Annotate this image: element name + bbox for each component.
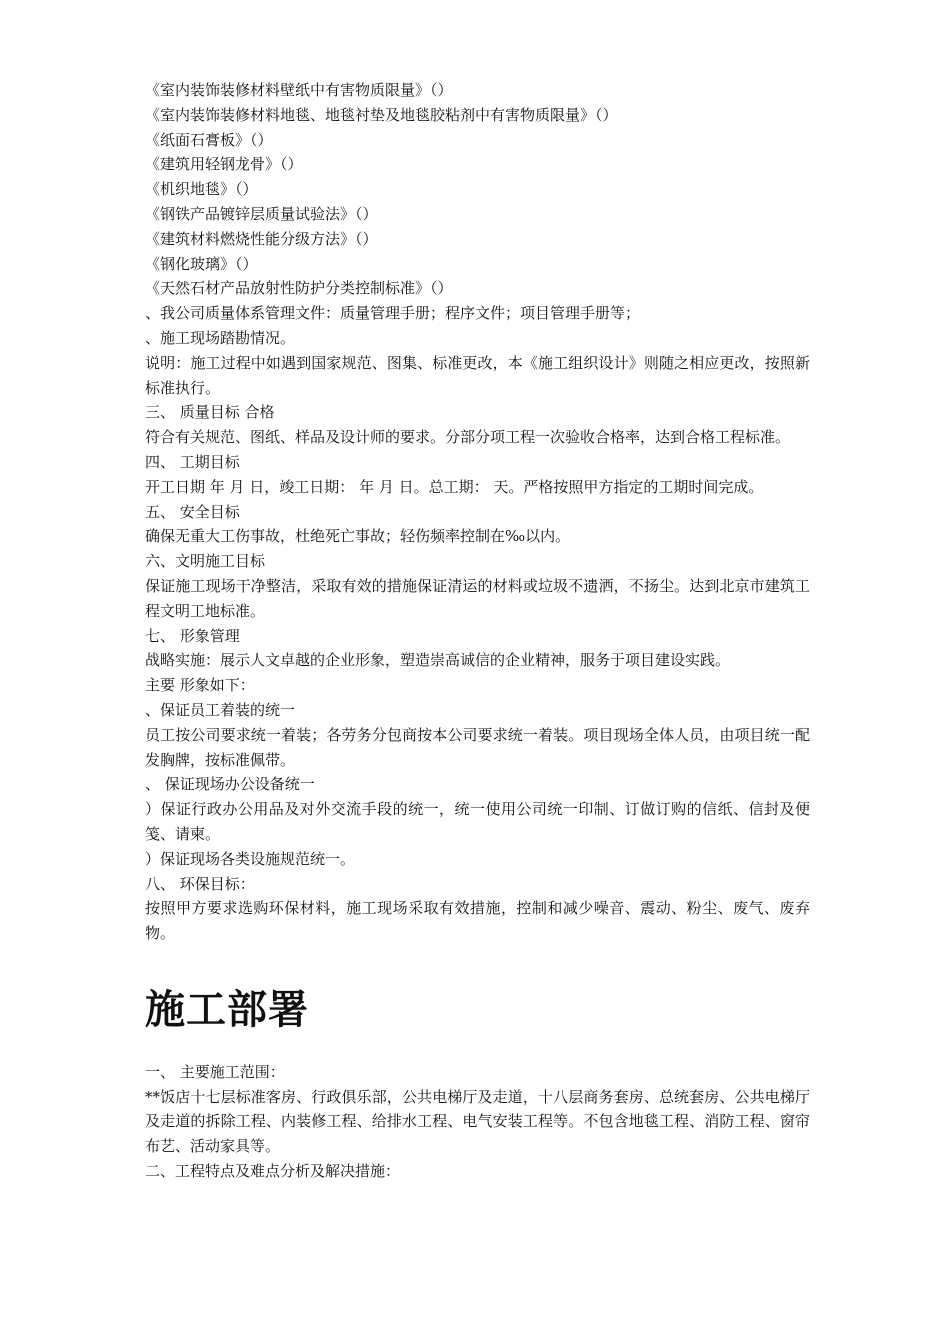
environment-goal-body: 按照甲方要求选购环保材料，施工现场采取有效措施，控制和减少噪音、震动、粉尘、废气、废弃物。	[145, 899, 810, 943]
safety-goal-heading: 五、 安全目标	[145, 502, 240, 521]
main-image-line: 主要 形象如下：	[145, 676, 255, 695]
standard-combustion-grading: 《建筑材料燃烧性能分级方法》（）	[145, 229, 378, 248]
strategy-line: 战略实施：展示人文卓越的企业形象，塑造崇高诚信的企业精神，服务于项目建设实践。	[145, 651, 731, 670]
standard-carpet-harmful: 《室内装饰装修材料地毯、地毯衬垫及地毯胶粘剂中有害物质限量》（）	[145, 105, 618, 124]
site-survey: 、施工现场踏勘情况。	[145, 328, 296, 347]
standard-gypsum-board: 《纸面石膏板》（）	[145, 130, 273, 149]
standard-tempered-glass: 《钢化玻璃》（）	[145, 254, 258, 273]
civil-construction-heading: 六、文明施工目标	[145, 552, 266, 571]
document-page	[145, 78, 810, 1184]
section-title: 施工部署	[145, 985, 309, 1033]
schedule-goal-body: 开工日期 年 月 日，竣工日期： 年 月 日。总工期： 天。严格按照甲方指定的工期时间完成。	[145, 477, 764, 496]
standard-wallpaper: 《室内装饰装修材料壁纸中有害物质限量》（）	[145, 81, 453, 99]
note-paragraph: 说明：施工过程中如遇到国家规范、图集、标准更改，本《施工组织设计》则随之相应更改，按照新标准执行。	[145, 353, 810, 397]
standard-light-steel-keel: 《建筑用轻钢龙骨》（）	[145, 155, 303, 174]
quality-system-documents: 、我公司质量体系管理文件：质量管理手册；程序文件；项目管理手册等；	[145, 304, 641, 323]
scope-body: **饭店十七层标准客房、行政俱乐部，公共电梯厅及走道，十八层商务套房、总统套房、公共电梯厅及走道的拆除工程、内装修工程、给排水工程、电气安装工程等。不包含地毯工程、消防工程、窗帘布艺、活动家具等。	[145, 1087, 810, 1156]
facility-line: ）保证现场各类设施规范统一。	[145, 849, 356, 868]
office-equipment-body: ）保证行政办公用品及对外交流手段的统一，统一使用公司统一印制、订做订购的信纸、信封及便笺、请柬。	[145, 800, 810, 843]
quality-goal-body: 符合有关规范、图纸、样品及设计师的要求。分部分项工程一次验收合格率，达到合格工程标准。	[145, 428, 791, 447]
safety-goal-body: 确保无重大工伤事故，杜绝死亡事故；轻伤频率控制在‰以内。	[145, 527, 571, 546]
features-heading: 二、工程特点及难点分析及解决措施：	[145, 1162, 401, 1181]
civil-construction-body: 保证施工现场干净整洁，采取有效的措施保证清运的材料或垃圾不遗洒，不扬尘。达到北京市建筑工程文明工地标准。	[145, 576, 810, 620]
standard-natural-stone: 《天然石材产品放射性防护分类控制标准》（）	[145, 279, 453, 298]
quality-goal-heading: 三、 质量目标 合格	[145, 403, 275, 422]
standard-woven-carpet: 《机织地毯》（）	[145, 180, 258, 199]
office-equipment-title: 、 保证现场办公设备统一	[145, 775, 315, 794]
schedule-goal-heading: 四、 工期目标	[145, 452, 240, 471]
uniform-body: 员工按公司要求统一着装；各劳务分包商按本公司要求统一着装。项目现场全体人员，由项目统一配发胸牌，按标准佩带。	[145, 725, 810, 769]
standard-galvanizing-test: 《钢铁产品镀锌层质量试验法》（）	[145, 204, 378, 223]
environment-goal-heading: 八、 环保目标：	[145, 874, 255, 893]
image-management-heading: 七、 形象管理	[145, 626, 240, 645]
scope-heading: 一、 主要施工范围：	[145, 1062, 285, 1081]
uniform-title: 、保证员工着装的统一	[145, 700, 296, 719]
